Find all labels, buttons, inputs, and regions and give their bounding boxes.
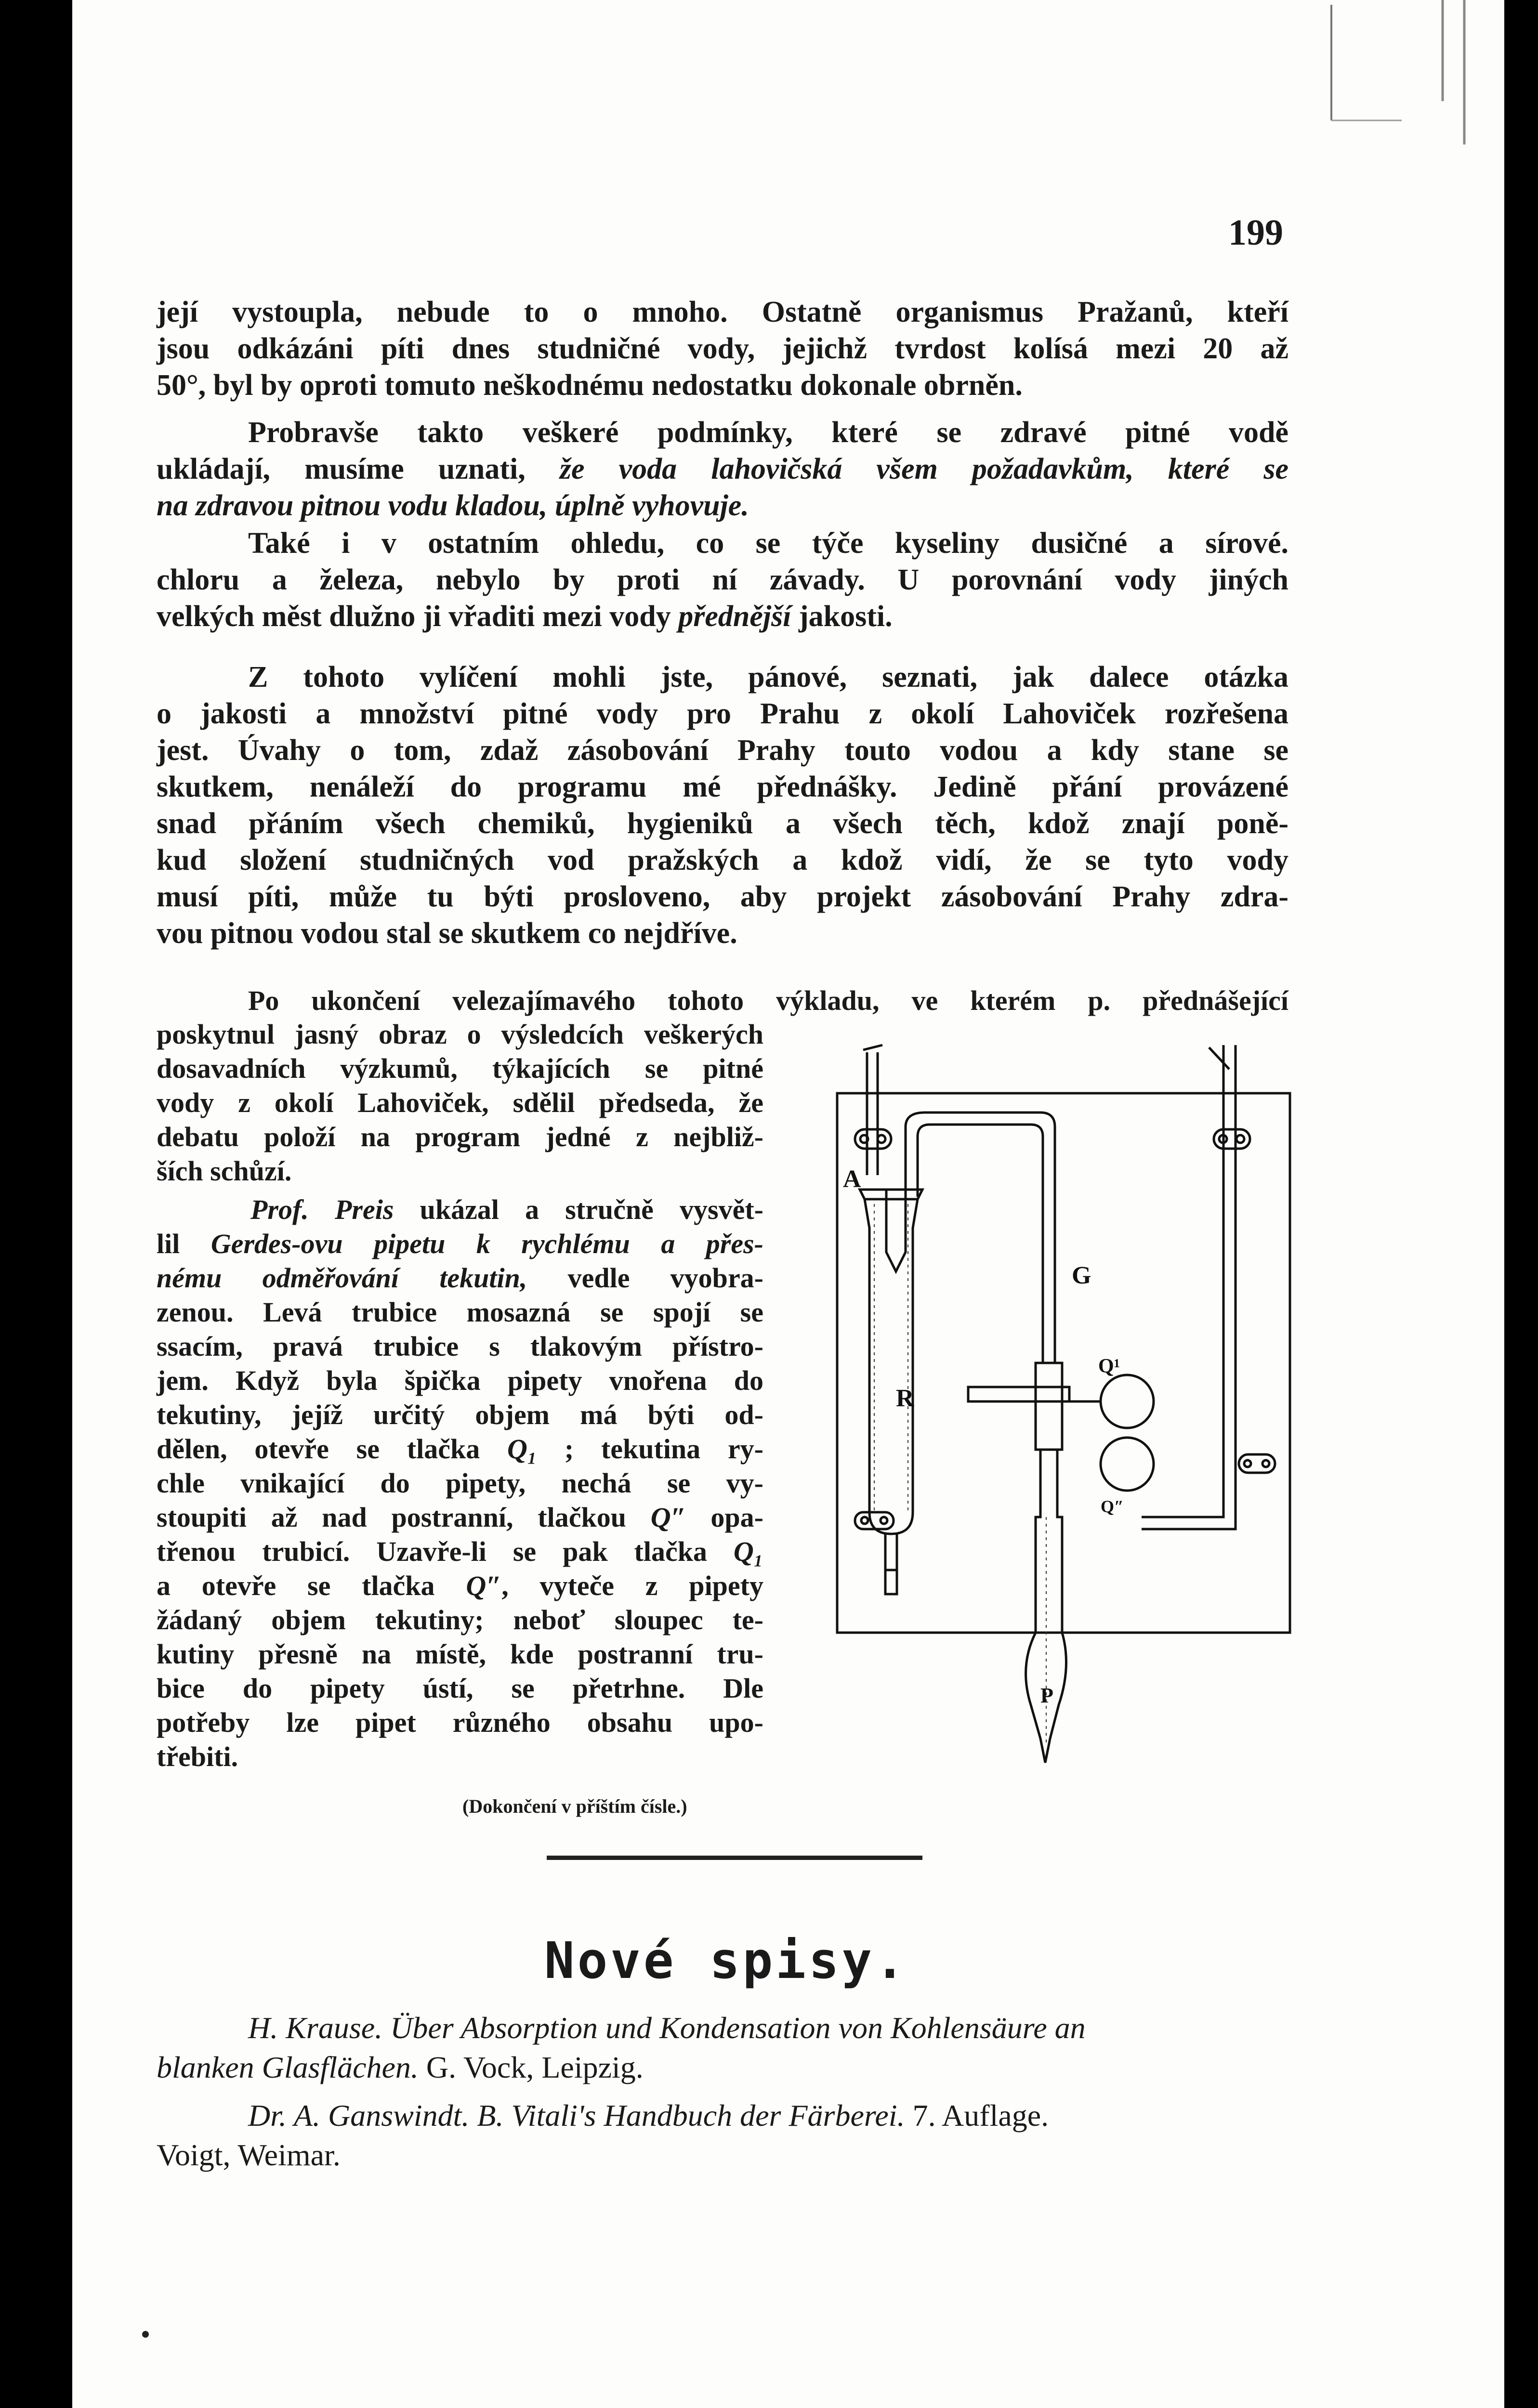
text-line: Probravše takto veškeré podmínky, které se zdravé pitné vodě [248, 416, 1288, 449]
column-line: žádaný objem tekutiny; neboť sloupec te- [157, 1604, 763, 1636]
text-span: a otevře se tlačka [157, 1570, 466, 1601]
text-line: snad přáním všech chemiků, hygieniků a všech těch, kdož znají poně- [157, 807, 1288, 840]
text-span: třenou trubicí. Uzavře-li se pak tlačka [157, 1536, 734, 1567]
text-span: velkých měst dlužno ji vřaditi mezi vody [157, 600, 679, 633]
column-line: dosavadních výzkumů, týkajících se pitné [157, 1053, 763, 1084]
valve-ball-q1 [1101, 1375, 1154, 1428]
ref-author: Dr. A. Ganswindt. B. Vitali's Handbuch der Färberei. [248, 2098, 905, 2133]
column-line [250, 1192, 763, 1227]
column-line: vody z okolí Lahoviček, sdělil předseda, že [157, 1087, 763, 1118]
section-divider [547, 1856, 922, 1860]
clamp-screw [881, 1517, 887, 1524]
text-line: vou pitnou vodou stal se skutkem co nejdříve. [157, 917, 737, 950]
text-line: o jakosti a množství pitné vody pro Prahu z okolí Lahoviček rozřešena [157, 697, 1288, 730]
pressure-tube-top [1223, 1045, 1236, 1108]
scan-border-left [0, 0, 72, 2408]
text-line: chloru a železa, nebylo by proti ní závady. U porovnání vody jiných [157, 563, 1288, 596]
inner-tube [886, 1190, 906, 1271]
reservoir-r [865, 1199, 918, 1534]
clamp-screw [878, 1135, 885, 1143]
text-span: ukládají, musíme uznati, [157, 453, 560, 485]
text-span: vedle vyobra- [527, 1262, 763, 1294]
scan-corner-marks [1329, 0, 1503, 164]
scan-border-right [1504, 0, 1538, 2408]
tube-tip-right [1209, 1047, 1229, 1069]
ref-title: Über Absorption und Kondensation von Kohlensäure an [382, 2011, 1086, 2045]
text-line [157, 451, 1288, 487]
ref-author: H. Krause. [248, 2011, 383, 2045]
text-line: jsou odkázáni píti dnes studničné vody, jejichž tvrdost kolísá mezi 20 až [157, 332, 1288, 365]
text-span: dělen, otevře se tlačka [157, 1433, 507, 1465]
gerdes-pipette-diagram [828, 1031, 1310, 1787]
label-q2: Q″ [1101, 1497, 1124, 1516]
column-line: debatu položí na program jedné z nejbliž- [157, 1121, 763, 1152]
emphasis-span: Gerdes-ovu pipetu k rychlému a přes- [210, 1228, 763, 1259]
symbol-span: Q″ [650, 1502, 686, 1533]
column-line [157, 1227, 763, 1261]
column-line: poskytnul jasný obraz o výsledcích veškerých [157, 1019, 763, 1050]
clamp-screw [1262, 1460, 1269, 1467]
label-r: R [896, 1385, 914, 1412]
symbol-span: Q″ [466, 1570, 502, 1601]
text-line: na zdravou pitnou vodu kladou, úplně vyhovuje. [157, 489, 749, 522]
pipette-stem [1036, 1450, 1062, 1633]
text-span: ; tekutina ry- [537, 1433, 763, 1465]
column-line [157, 1569, 763, 1603]
section-title: Nové spisy. [544, 1931, 908, 1990]
emphasis-span: nému odměřování tekutin, [157, 1262, 527, 1294]
label-a: A [843, 1165, 861, 1193]
text-line: Po ukončení velezajímavého tohoto výkladu, ve kterém p. přednášející [248, 985, 1288, 1016]
text-line: jest. Úvahy o tom, zdaž zásobování Prahy touto vodou a kdy stane se [157, 734, 1288, 767]
column-line [157, 1534, 763, 1569]
column-line [157, 1261, 763, 1295]
text-line [157, 598, 1288, 635]
valve-ball-q2 [1101, 1438, 1154, 1491]
text-span: jakosti. [791, 600, 893, 633]
column-line: ssacím, pravá trubice s tlakovým přístro- [157, 1331, 763, 1362]
text-line: Také i v ostatním ohledu, co se týče kyseliny dusičné a sírové. [248, 527, 1288, 560]
text-span: stoupiti až nad postranní, tlačkou [157, 1502, 651, 1533]
emphasis-span: že voda lahovičská všem požadavkům, které se [559, 453, 1289, 485]
label-q1: Q¹ [1098, 1355, 1120, 1377]
stopcock-body [1036, 1363, 1062, 1450]
reference-line: Voigt, Weimar. [157, 2138, 341, 2172]
reference-line [157, 2048, 1288, 2087]
column-line: jem. Když byla špička pipety vnořena do [157, 1365, 763, 1396]
brass-tube-left [867, 1052, 878, 1175]
reservoir-outlet [885, 1534, 897, 1570]
column-line: třebiti. [157, 1741, 238, 1772]
text-line: 50°, byl by oproti tomuto neškodnému nedostatku dokonale obrněn. [157, 369, 1023, 402]
column-line: potřeby lze pipet různého obsahu upo- [157, 1707, 763, 1738]
reservoir-stopper [860, 1190, 922, 1199]
text-span: opa- [686, 1502, 763, 1533]
glass-tube-g [906, 1112, 1055, 1363]
reference-line [248, 2008, 1288, 2048]
text-span: lil [157, 1228, 211, 1259]
label-p: P [1040, 1684, 1053, 1707]
stopcock-handle-q1 [968, 1387, 1069, 1401]
text-span: ukázal a stručně vysvět- [394, 1194, 763, 1225]
text-line: Z tohoto vylíčení mohli jste, pánové, seznati, jak dalece otázka [248, 661, 1288, 694]
symbol-span: Q₁ [733, 1536, 763, 1567]
text-line: musí píti, může tu býti prosloveno, aby projekt zásobování Prahy zdra- [157, 880, 1288, 913]
ref-publisher: G. Vock, Leipzig. [418, 2050, 644, 2084]
scan-speck [142, 2331, 149, 2338]
clamp-screw [1244, 1460, 1251, 1467]
column-line: zenou. Levá trubice mosazná se spojí se [157, 1296, 763, 1328]
pressure-tube-side [1142, 1108, 1236, 1529]
continuation-note: (Dokončení v příštím čísle.) [462, 1795, 687, 1817]
reference-line [248, 2096, 1288, 2135]
clamp-screw [861, 1517, 868, 1524]
tube-tip-left [863, 1045, 882, 1050]
author-span: Prof. Preis [250, 1194, 394, 1225]
text-line: skutkem, nenáleží do programu mé přednášky. Jedině přání provázené [157, 771, 1288, 803]
emphasis-span: přednější [678, 600, 791, 633]
column-line: tekutiny, jejíž určitý objem má býti od- [157, 1399, 763, 1430]
column-line: bice do pipety ústí, se přetrhne. Dle [157, 1673, 763, 1704]
column-line: chle vnikající do pipety, nechá se vy- [157, 1467, 763, 1499]
column-line: ších schůzí. [157, 1155, 292, 1187]
clamp-screw [860, 1135, 868, 1143]
ref-edition: 7. Auflage. [905, 2098, 1049, 2133]
clamp-screw [1236, 1135, 1244, 1143]
text-line: kud složení studničných vod pražských a kdož vidí, že se tyto vody [157, 844, 1288, 877]
symbol-span: Q₁ [507, 1433, 538, 1465]
column-line: kutiny přesně na místě, kde postranní tru- [157, 1638, 763, 1670]
text-line: její vystoupla, nebude to o mnoho. Ostatně organismus Pražanů, kteří [157, 296, 1288, 328]
ref-title: blanken Glasflächen. [157, 2050, 419, 2084]
column-line [157, 1432, 763, 1466]
text-span: , vyteče z pipety [501, 1570, 763, 1601]
page-number: 199 [1228, 212, 1283, 253]
column-line [157, 1500, 763, 1534]
label-g: G [1072, 1262, 1091, 1289]
outlet-tip [885, 1570, 897, 1594]
